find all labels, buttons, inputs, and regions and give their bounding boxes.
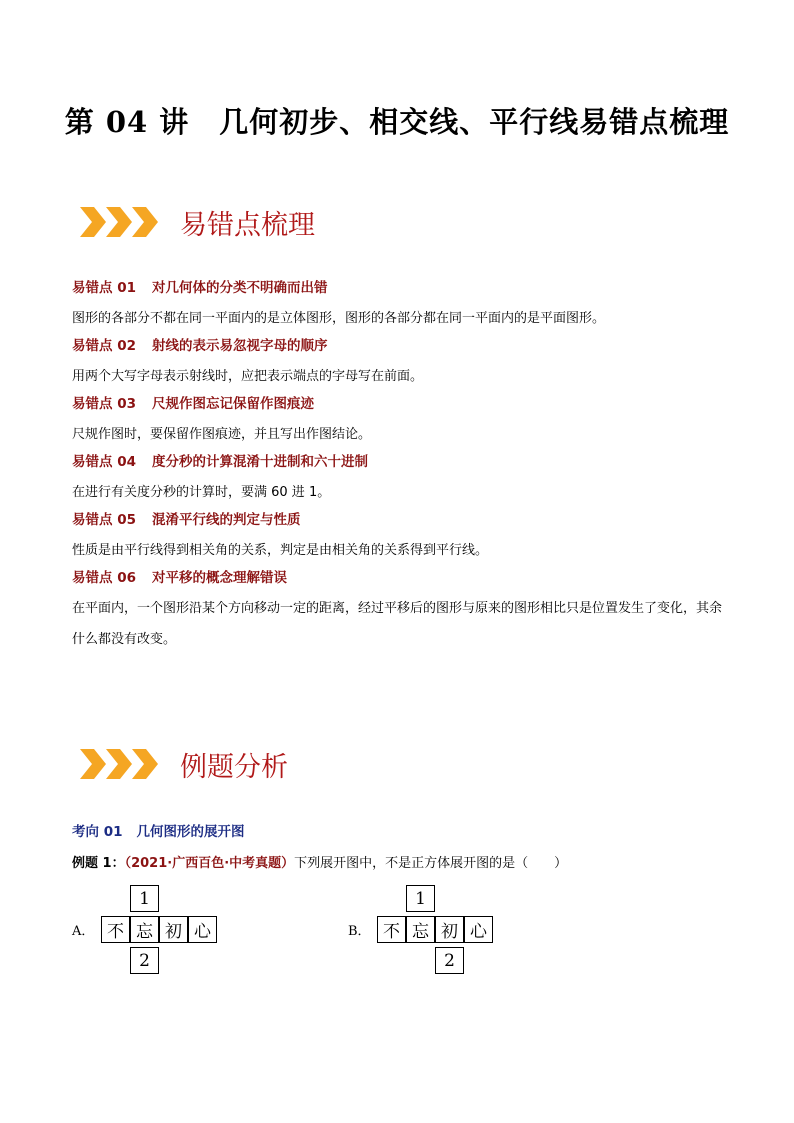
mistake-body: 在平面内，一个图形沿某个方向移动一定的距离，经过平移后的图形与原来的图形相比只是位置发生了变化，其余什么都没有改变。	[72, 601, 723, 647]
mistake-title: 对平移的概念理解错误	[152, 570, 287, 586]
mistake-number: 易错点 05	[72, 512, 136, 528]
mistake-title: 尺规作图忘记保留作图痕迹	[152, 396, 314, 412]
mistake-body: 在进行有关度分秒的计算时，要满 60 进 1。	[72, 485, 331, 500]
page-title: 第 04 讲 几何初步、相交线、平行线易错点梳理	[64, 105, 730, 139]
section-title-mistakes: 易错点梳理	[180, 209, 315, 241]
example-source: （2021·广西百色·中考真题）	[124, 856, 295, 871]
mistake-body: 用两个大写字母表示射线时，应把表示端点的字母写在前面。	[72, 369, 424, 384]
mistake-title: 射线的表示易忽视字母的顺序	[152, 338, 328, 354]
mistake-title: 度分秒的计算混淆十进制和六十进制	[152, 454, 368, 470]
example-label: 例题 1：	[72, 856, 125, 871]
net-cell: 初	[435, 916, 464, 943]
net-cell: 2	[130, 947, 159, 974]
mistake-number: 易错点 04	[72, 454, 136, 470]
mistake-number: 易错点 06	[72, 570, 136, 586]
net-cell: 不	[101, 916, 130, 943]
mistake-item	[72, 394, 732, 450]
net-cell: 2	[435, 947, 464, 974]
section-header-examples	[80, 744, 288, 784]
mistake-body: 性质是由平行线得到相关角的关系，判定是由相关角的关系得到平行线。	[72, 543, 489, 558]
mistake-body: 图形的各部分不都在同一平面内的是立体图形，图形的各部分都在同一平面内的是平面图形。	[72, 311, 606, 326]
mistake-number: 易错点 01	[72, 280, 136, 296]
mistake-title: 混淆平行线的判定与性质	[152, 512, 301, 528]
mistake-list	[72, 278, 732, 657]
mistake-item	[72, 452, 732, 508]
option-b-net[interactable]	[348, 885, 498, 975]
option-a-net[interactable]	[72, 885, 222, 975]
net-cell: 忘	[130, 916, 159, 943]
mistake-body: 尺规作图时，要保留作图痕迹，并且写出作图结论。	[72, 427, 372, 442]
example-question	[72, 852, 567, 871]
triple-chevron-icon	[80, 747, 160, 781]
net-cell: 心	[188, 916, 217, 943]
mistake-number: 易错点 02	[72, 338, 136, 354]
triple-chevron-icon	[80, 205, 160, 239]
mistake-title: 对几何体的分类不明确而出错	[152, 280, 328, 296]
section-header-mistakes	[80, 202, 315, 242]
mistake-item	[72, 510, 732, 566]
option-a-letter: A．	[72, 924, 95, 939]
net-cell: 1	[130, 885, 159, 912]
topic-title: 几何图形的展开图	[136, 824, 245, 840]
mistake-number: 易错点 03	[72, 396, 136, 412]
topic-heading	[72, 820, 245, 840]
topic-number: 考向 01	[72, 824, 123, 840]
net-cell: 忘	[406, 916, 435, 943]
example-text: 下列展开图中，不是正方体展开图的是（ ）	[294, 856, 568, 871]
net-cell: 心	[464, 916, 493, 943]
net-cell: 初	[159, 916, 188, 943]
net-cell: 1	[406, 885, 435, 912]
mistake-item	[72, 278, 732, 334]
section-title-examples: 例题分析	[180, 751, 288, 783]
option-b-letter: B．	[348, 924, 371, 939]
net-cell: 不	[377, 916, 406, 943]
mistake-item	[72, 336, 732, 392]
mistake-item	[72, 568, 732, 655]
